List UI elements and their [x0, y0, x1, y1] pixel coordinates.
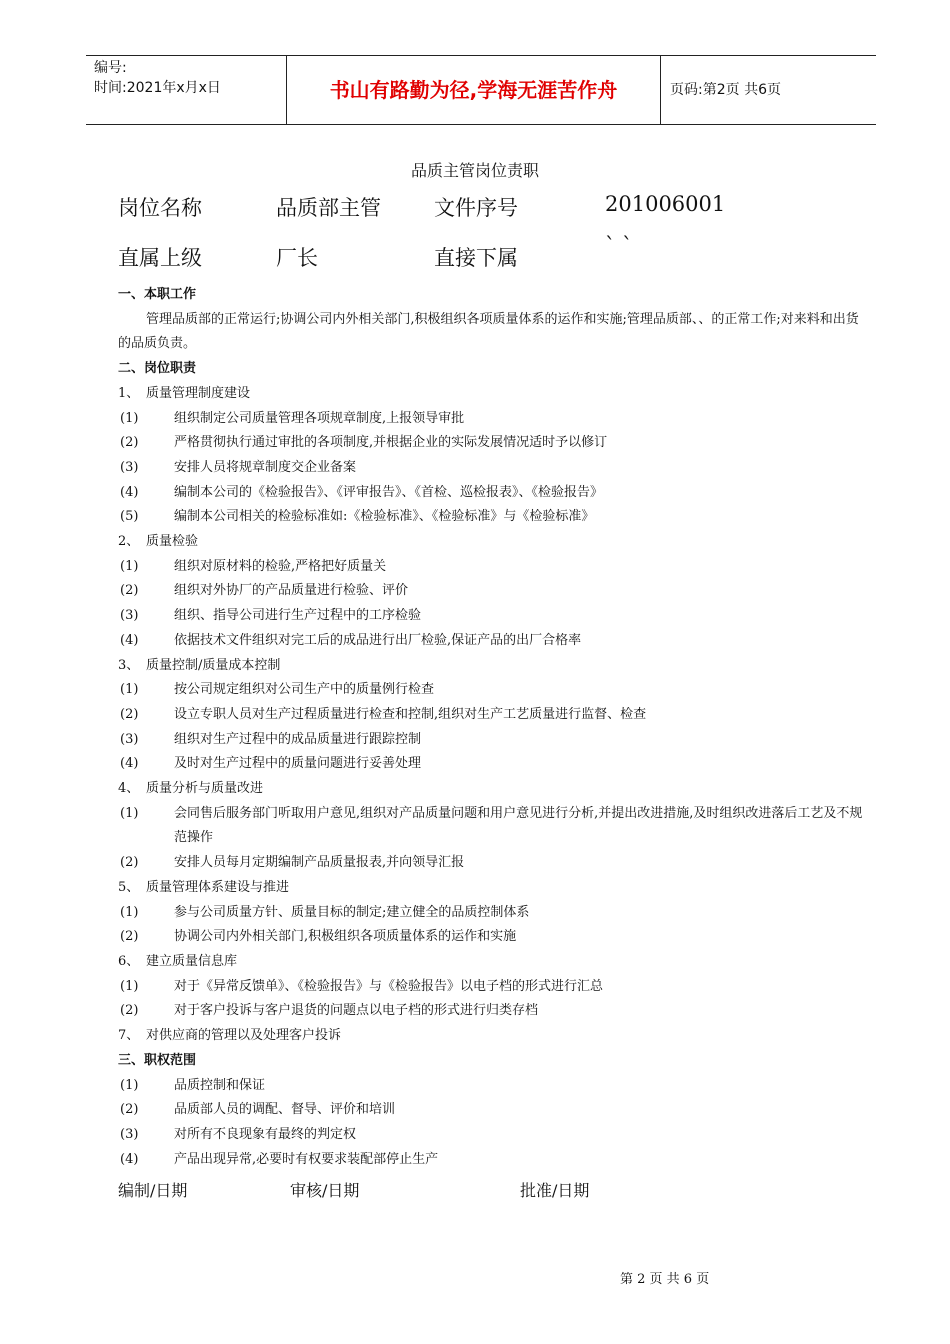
subsection-number: 5、 — [118, 879, 140, 895]
subsection-title: 质量控制/质量成本控制 — [146, 657, 281, 673]
subsection-heading — [118, 654, 863, 679]
subsection-heading — [118, 1024, 863, 1049]
header-motto: 书山有路勤为径,学海无涯苦作舟 — [329, 78, 618, 102]
document-number-label: 编号: — [94, 60, 127, 76]
document-body — [118, 283, 863, 1172]
reviewed-by-label: 审核/日期 — [290, 1181, 360, 1200]
post-name-value: 品质部主管 — [276, 196, 381, 220]
item-number: (1) — [120, 978, 139, 994]
header-divider — [660, 56, 661, 124]
item-text: 组织对原材料的检验,严格把好质量关 — [174, 558, 387, 574]
list-item — [118, 481, 863, 506]
item-text: 会同售后服务部门听取用户意见,组织对产品质量问题和用户意见进行分析,并提出改进措施,及时组织改进落后工艺及不规范操作 — [174, 805, 863, 846]
item-text: 组织制定公司质量管理各项规章制度,上报领导审批 — [174, 410, 465, 426]
item-number: (1) — [120, 558, 139, 574]
list-item — [118, 999, 863, 1024]
item-text: 设立专职人员对生产过程质量进行检查和控制,组织对生产工艺质量进行监督、检查 — [174, 706, 647, 722]
section-heading: 一、本职工作 — [118, 287, 197, 302]
item-text: 安排人员将规章制度交企业备案 — [174, 459, 357, 475]
subsection-number: 7、 — [118, 1028, 140, 1044]
item-text: 组织对外协厂的产品质量进行检验、评价 — [174, 583, 409, 599]
subordinate-value: ` ` — [605, 234, 633, 258]
list-item — [118, 431, 863, 456]
superior-label: 直属上级 — [118, 246, 202, 270]
item-text: 组织、指导公司进行生产过程中的工序检验 — [174, 608, 422, 624]
approved-by-label: 批准/日期 — [520, 1181, 590, 1200]
item-number: (4) — [120, 756, 139, 772]
item-number: (3) — [120, 459, 139, 475]
item-number: (1) — [120, 410, 139, 426]
item-text: 严格贯彻执行通过审批的各项制度,并根据企业的实际发展情况适时予以修订 — [174, 435, 608, 451]
subsection-title: 对供应商的管理以及处理客户投诉 — [146, 1028, 342, 1044]
subsection-heading — [118, 777, 863, 802]
subsection-number: 4、 — [118, 781, 140, 797]
item-number: (3) — [120, 1126, 139, 1142]
superior-value: 厂长 — [276, 246, 318, 270]
list-item — [118, 728, 863, 753]
section-heading: 三、职权范围 — [118, 1052, 197, 1068]
item-text: 对于《异常反馈单》、《检验报告》与《检验报告》以电子档的形式进行汇总 — [174, 978, 604, 994]
item-text: 及时对生产过程中的质量问题进行妥善处理 — [174, 756, 422, 772]
subsection-title: 质量管理体系建设与推进 — [146, 879, 290, 895]
item-text: 品质部人员的调配、督导、评价和培训 — [174, 1102, 396, 1118]
subordinate-label: 直接下属 — [434, 246, 518, 270]
footer-page-number: 第 2 页 共 6 页 — [620, 1272, 710, 1287]
item-text: 协调公司内外相关部门,积极组织各项质量体系的运作和实施 — [174, 929, 517, 945]
item-text: 组织对生产过程中的成品质量进行跟踪控制 — [174, 731, 422, 747]
item-number: (1) — [120, 682, 139, 698]
item-text: 安排人员每月定期编制产品质量报表,并向领导汇报 — [174, 855, 465, 871]
list-item — [118, 1074, 863, 1099]
list-item — [118, 629, 863, 654]
item-text: 产品出现异常,必要时有权要求装配部停止生产 — [174, 1151, 439, 1167]
page-header — [86, 55, 876, 125]
item-number: (4) — [120, 1151, 139, 1167]
subsection-heading — [118, 876, 863, 901]
item-number: (2) — [120, 929, 139, 945]
section-heading: 二、岗位职责 — [118, 361, 197, 377]
list-item — [118, 703, 863, 728]
document-title: 品质主管岗位责职 — [410, 161, 539, 180]
subsection-title: 质量管理制度建设 — [146, 385, 251, 401]
prepared-by-label: 编制/日期 — [118, 1181, 188, 1200]
section-paragraph: 管理品质部的正常运行;协调公司内外相关部门,积极组织各项质量体系的运作和实施;管理品质部、、的正常工作;对来料和出货的品质负责。 — [118, 311, 859, 352]
list-item — [118, 1123, 863, 1148]
list-item — [118, 407, 863, 432]
doc-number-value: 201006001 — [605, 192, 726, 216]
item-text: 编制本公司相关的检验标准如:《检验标准》、《检验标准》与《检验标准》 — [174, 509, 595, 525]
list-item — [118, 1098, 863, 1123]
subsection-heading — [118, 530, 863, 555]
item-number: (2) — [120, 583, 139, 599]
item-number: (1) — [120, 904, 139, 920]
subsection-number: 6、 — [118, 953, 140, 969]
subsection-title: 质量检验 — [146, 534, 199, 550]
header-info — [94, 58, 284, 98]
doc-number-label: 文件序号 — [434, 196, 518, 220]
subsection-title: 建立质量信息库 — [146, 953, 238, 969]
item-text: 对于客户投诉与客户退货的问题点以电子档的形式进行归类存档 — [174, 1003, 539, 1019]
item-number: (2) — [120, 706, 139, 722]
subsection-heading — [118, 382, 863, 407]
list-item — [118, 678, 863, 703]
list-item — [118, 456, 863, 481]
item-number: (2) — [120, 1102, 139, 1118]
document-time-label: 时间:2021年x月x日 — [94, 80, 221, 96]
post-name-label: 岗位名称 — [118, 196, 202, 220]
item-text: 品质控制和保证 — [174, 1077, 266, 1093]
item-text: 参与公司质量方针、质量目标的制定;建立健全的品质控制体系 — [174, 904, 530, 920]
list-item — [118, 752, 863, 777]
item-number: (5) — [120, 509, 139, 525]
item-number: (4) — [120, 632, 139, 648]
subsection-number: 2、 — [118, 534, 140, 550]
item-number: (2) — [120, 435, 139, 451]
list-item — [118, 579, 863, 604]
subsection-number: 1、 — [118, 385, 140, 401]
item-text: 按公司规定组织对公司生产中的质量例行检查 — [174, 682, 435, 698]
list-item — [118, 555, 863, 580]
item-text: 依据技术文件组织对完工后的成品进行出厂检验,保证产品的出厂合格率 — [174, 632, 582, 648]
list-item — [118, 604, 863, 629]
item-number: (2) — [120, 855, 139, 871]
list-item — [118, 851, 863, 876]
subsection-heading — [118, 950, 863, 975]
item-number: (4) — [120, 484, 139, 500]
subsection-number: 3、 — [118, 657, 140, 673]
item-text: 对所有不良现象有最终的判定权 — [174, 1126, 357, 1142]
list-item — [118, 802, 863, 851]
list-item — [118, 1148, 863, 1173]
item-number: (1) — [120, 805, 139, 821]
item-number: (3) — [120, 731, 139, 747]
item-number: (3) — [120, 608, 139, 624]
item-number: (2) — [120, 1003, 139, 1019]
header-page-indicator: 页码:第2页 共6页 — [670, 82, 781, 98]
list-item — [118, 925, 863, 950]
item-text: 编制本公司的《检验报告》、《评审报告》、《首检、巡检报表》、《检验报告》 — [174, 484, 604, 500]
subsection-title: 质量分析与质量改进 — [146, 781, 264, 797]
list-item — [118, 975, 863, 1000]
list-item — [118, 505, 863, 530]
item-number: (1) — [120, 1077, 139, 1093]
list-item — [118, 901, 863, 926]
